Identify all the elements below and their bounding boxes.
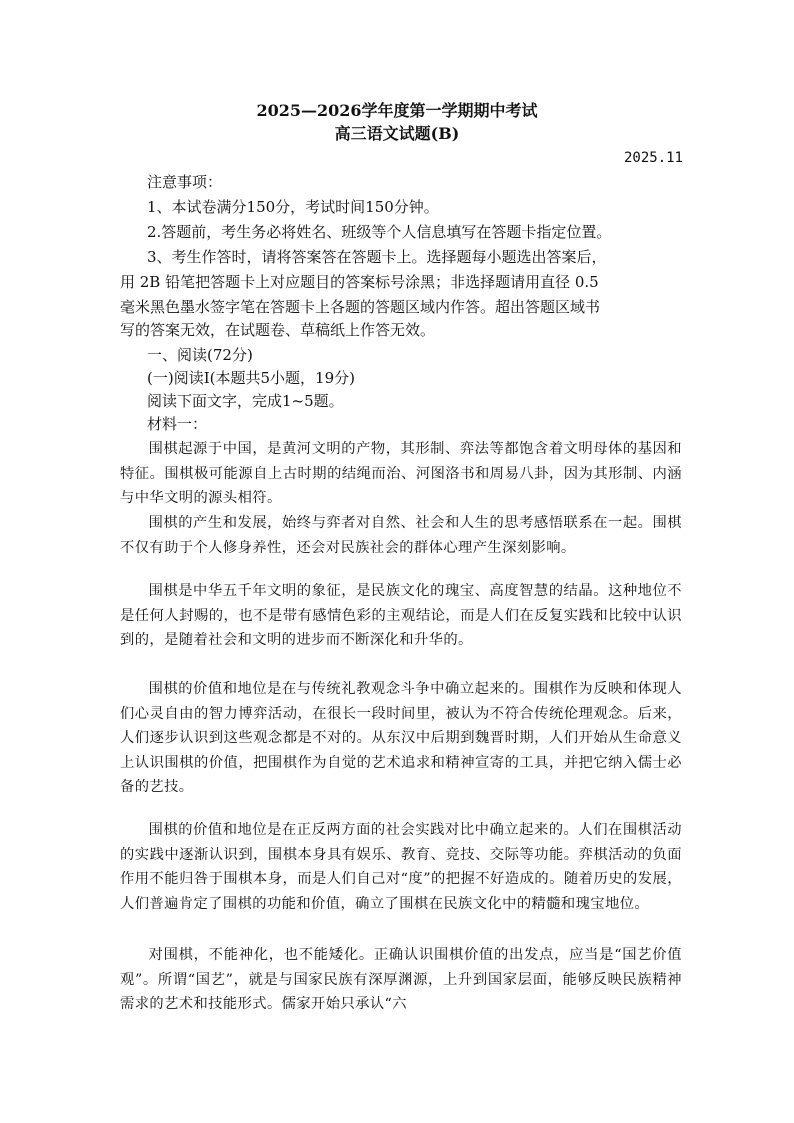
section-heading: 一、阅读(72分) [147,346,253,364]
passage-paragraph: 对围棋，不能神化，也不能矮化。正确认识围棋价值的出发点，应当是“国艺价值观”。所谓“国艺”，就是与国家民族有深厚渊源，上升到国家层面，能够反映民族精神需求的艺术和技能形式。儒家开始只承认“六 [120,947,682,1012]
exam-date: 2025.11 [623,150,683,166]
notice-item-3-line-3: 毫米黑色墨水签字笔在答题卡上各题的答题区域内作答。超出答题区域书 [120,298,601,316]
notice-item-3-line-4: 写的答案无效，在试题卷、草稿纸上作答无效。 [120,321,436,339]
notice-item-3-line-2: 用 2B 铅笔把答题卡上对应题目的答案标号涂黑；非选择题请用直径 0.5 [120,273,599,291]
passage-paragraph: 围棋的产生和发展，始终与弈者对自然、社会和人生的思考感悟联系在一起。围棋不仅有助于个人修身养性，还会对民族社会的群体心理产生深刻影响。 [120,515,682,556]
notice-heading: 注意事项： [147,173,223,191]
notice-item-3-line-1: 3、考生作答时，请将答案答在答题卡上。选择题每小题选出答案后， [147,248,607,266]
material-label: 材料一： [147,415,208,433]
exam-title: 2025—2026学年度第一学期期中考试 [256,101,538,120]
passage-paragraph: 围棋是中华五千年文明的象征，是民族文化的瑰宝、高度智慧的结晶。这种地位不是任何人封赐的，也不是带有感情色彩的主观结论，而是人们在反复实践和比较中认识到的，是随着社会和文明的进步而不断深化和升华的。 [120,583,682,648]
exam-subtitle: 高三语文试题(B) [334,124,460,143]
reading-instruction: 阅读下面文字，完成1~5题。 [147,392,344,410]
notice-item-1: 1、本试卷满分150分，考试时间150分钟。 [147,198,439,216]
passage-paragraph: 围棋的价值和地位是在正反两方面的社会实践对比中确立起来的。人们在围棋活动的实践中逐渐认识到，围棋本身具有娱乐、教育、竞技、交际等功能。弈棋活动的负面作用不能归咎于围棋本身，而是人们自己对“度”的把握不好造成的。随着历史的发展，人们普遍肯定了围棋的功能和价值，确立了围棋在民族文化中的精髓和瑰宝地位。 [120,822,682,912]
passage-paragraph: 围棋的价值和地位是在与传统礼教观念斗争中确立起来的。围棋作为反映和体现人们心灵自由的智力博弈活动，在很长一段时间里，被认为不符合传统伦理观念。后来，人们逐步认识到这些观念都是不对的。从东汉中后期到魏晋时期，人们开始从生命意义上认识围棋的价值，把围棋作为自觉的艺术追求和精神宣寄的工具，并把它纳入儒士必备的艺技。 [120,681,682,795]
passage-paragraph: 围棋起源于中国，是黄河文明的产物，其形制、弈法等都饱含着文明母体的基因和特征。围棋极可能源自上古时期的结绳而治、河图洛书和周易八卦，因为其形制、内涵与中华文明的源头相符。 [120,441,682,506]
notice-item-2: 2.答题前，考生务必将姓名、班级等个人信息填写在答题卡指定位置。 [147,223,612,241]
reading-heading: (一)阅读Ⅰ(本题共5小题，19分) [147,369,355,387]
